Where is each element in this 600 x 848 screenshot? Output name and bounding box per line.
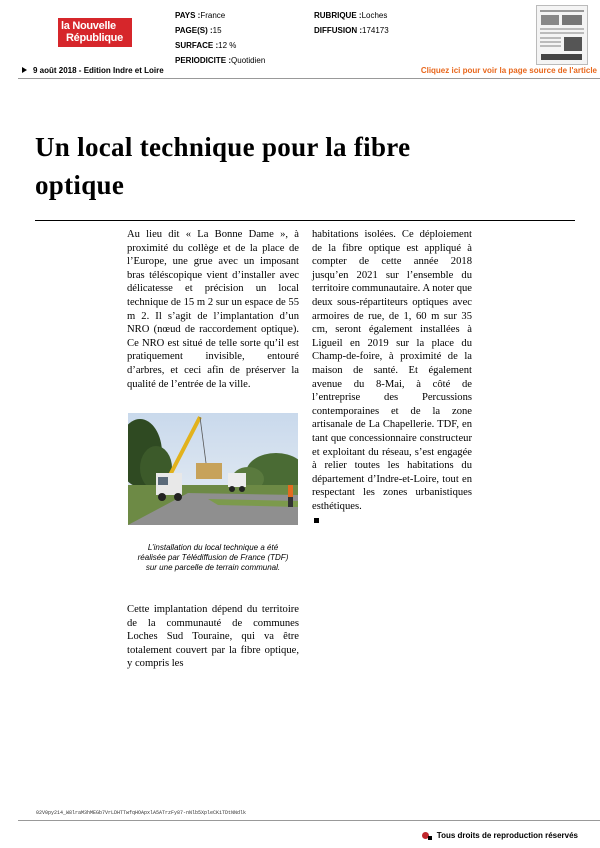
copyright-notice [422,831,578,840]
logo-line2: République [66,32,123,44]
diffusion-label: DIFFUSION : [314,26,362,35]
periodicite-label: PERIODICITE : [175,56,232,65]
photo-caption: L’installation du local technique a été réalisée par Télédiffusion de France (TDF) sur une parcelle de terrain communal. [137,543,289,572]
pages-value: 15 [212,26,222,35]
periodicite-value: Quotidien [231,56,266,65]
pays-label: PAYS : [175,11,201,20]
edition-line [22,66,164,75]
article-column-1b-text: Cette implantation dépend du territoire de la communauté de communes Loches Sud Touraine, qui va être totalement couvert par la fibre optique, y compris les [127,604,299,670]
article-column-2 [312,228,472,527]
meta-left [175,10,265,70]
edition-date: 9 août 2018 - Edition Indre et Loire [33,66,164,75]
footer-divider [18,820,600,821]
logo-line1: la Nouvelle [61,20,116,32]
article-photo [128,413,298,525]
pages-label: PAGE(S) : [175,26,213,35]
article-column-1-text: Au lieu dit « La Bonne Dame », à proximité du collège et de la place de l’Europe, une grue avec un imposant bras téléscopique vient d’installer avec délicatesse et précision un local technique de 15 m 2 sur un espace de 55 m 2. Il s’agit de l’implantation d’un NRO (nœud de raccordement optique). Ce NRO est situé de telle sorte qu’il est pratiquement invisible, entouré d’arbres, et ceci afin de préserver la qualité de l’entrée de la ville. [127,229,299,390]
surface-label: SURFACE : [175,41,219,50]
newspaper-logo [58,18,132,47]
rubrique-value: Loches [361,11,388,20]
source-page-thumbnail[interactable] [536,5,588,65]
title-divider [35,220,575,221]
pays-value: France [200,11,226,20]
article-column-2-text: habitations isolées. Ce déploiement de la fibre optique est appliqué à compter de cette année 2018 jusqu’en 2021 sur l’ensemble du territoire communautaire. A noter que deux sous-répartiteurs optiques avec armoires de rue, de 1, 60 m sur 35 cm, seront également installées à Ligueil en 2019 sur la place du Champ-de-foire, à proximité de la maison de santé. Et également avenue du 8-Mai, à côté de l’entreprise des Percussions contemporaines et de la zone artisanale de La Chapellerie. TDF, en tant que concessionnaire constructeur et exploitant du réseau, s’est engagée à relier toutes les habitations du département d’Indre-et-Loire, tout en respectant les zones urbanistiques esthétiques. [312,229,472,512]
diffusion-value: 174173 [362,26,389,35]
surface-value: 12 % [218,41,237,50]
view-source-page-link[interactable]: Cliquez ici pour voir la page source de l'article [420,66,597,75]
article-title: Un local technique pour la fibre optique [35,132,411,200]
header-divider [18,78,600,79]
triangle-bullet-icon [22,67,27,73]
end-of-article-icon [314,518,319,523]
meta-right [314,10,389,40]
copyright-logo-icon [422,832,429,839]
rights-text: Tous droits de reproduction réservés [436,831,578,840]
document-id-code: 02V0py214_W8lraM3hMEGb7VrLDHTTwfqHOApxlA5ATrzFy87-nNlb5XpleCKiTDtNNdlk [36,810,247,816]
rubrique-label: RUBRIQUE : [314,11,362,20]
